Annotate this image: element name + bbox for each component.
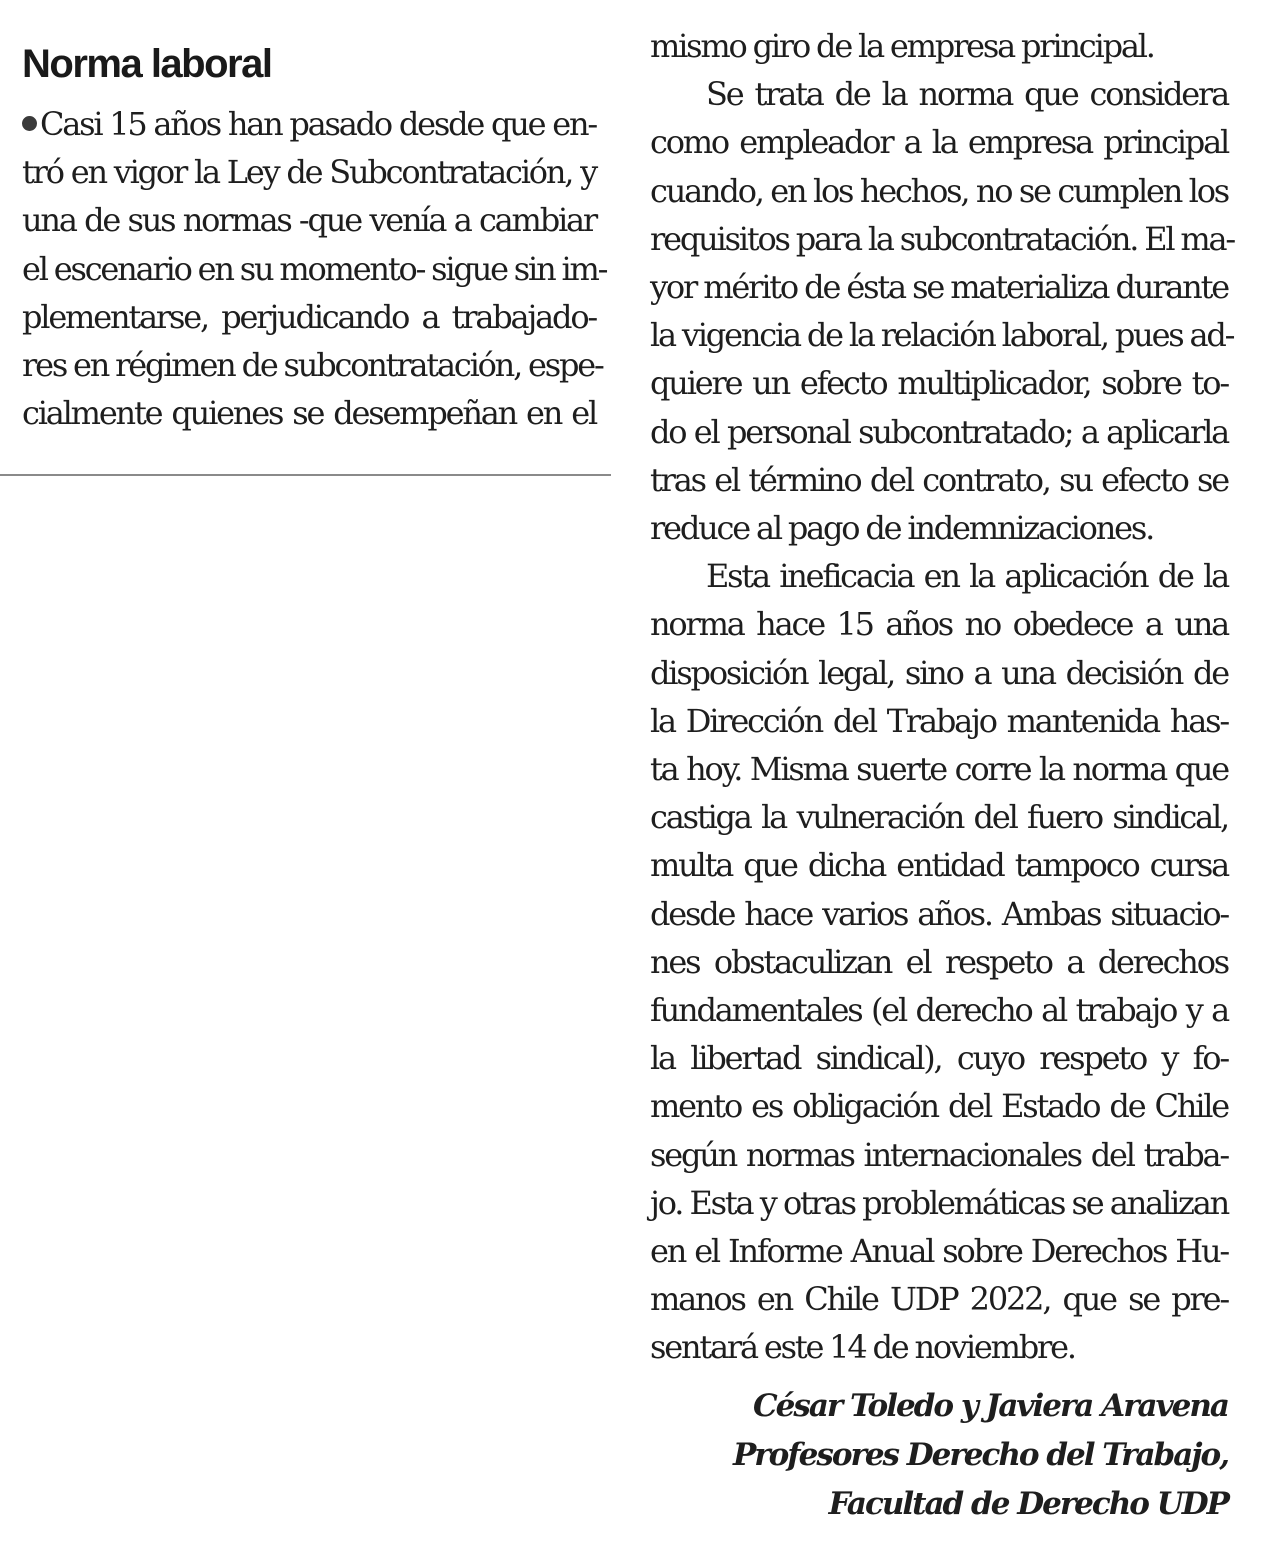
text-line: Casi 15 años han pasado desde que en- — [22, 100, 596, 148]
bullet-icon — [22, 116, 37, 131]
text-line: plementarse, perjudicando a trabajado- — [22, 297, 596, 336]
author-names: César Toledo y Javiera Aravena — [752, 1387, 1228, 1424]
text-line: una de sus normas -que venía a cambiar — [22, 201, 596, 240]
text-line: manos en Chile UDP 2022, que se pre- — [650, 1280, 1228, 1319]
headline: Norma laboral — [22, 42, 272, 86]
author-signature — [650, 1382, 1228, 1529]
text-line: según normas internacionales del traba- — [650, 1135, 1228, 1174]
text-line: do el personal subcontratado; a aplicarla — [650, 412, 1228, 451]
text-line: cialmente quienes se desempeñan en el — [22, 394, 596, 433]
text-line: como empleador a la empresa principal — [650, 123, 1228, 162]
text-line: tró en vigor la Ley de Subcontratación, y — [22, 153, 596, 192]
text-line: la vigencia de la relación laboral, pues ad- — [650, 316, 1234, 355]
author-role: Profesores Derecho del Trabajo, — [732, 1436, 1228, 1473]
text-line: mento es obligación del Estado de Chile — [650, 1087, 1228, 1126]
text-line: disposición legal, sino a una decisión de — [650, 653, 1228, 692]
paragraph-start-line: Esta ineficacia en la aplicación de la — [706, 557, 1228, 596]
text-line: reduce al pago de indemnizaciones. — [650, 509, 1154, 548]
text-line: nes obstaculizan el respeto a derechos — [650, 942, 1228, 981]
text-line: la Dirección del Trabajo mantenida has- — [650, 701, 1228, 740]
text-line: multa que dicha entidad tampoco cursa — [650, 846, 1228, 885]
author-affiliation: Facultad de Derecho UDP — [828, 1485, 1228, 1522]
text-line: sentará este 14 de noviembre. — [650, 1328, 1075, 1367]
left-column — [22, 36, 607, 437]
text-line: mismo giro de la empresa principal. — [650, 27, 1154, 65]
text-line: ta hoy. Misma suerte corre la norma que — [650, 750, 1228, 789]
right-column — [650, 22, 1234, 1529]
text-line: fundamentales (el derecho al trabajo y a — [650, 991, 1228, 1030]
text-line: res en régimen de subcontratación, espe- — [22, 346, 603, 385]
text-line: norma hace 15 años no obedece a una — [650, 605, 1228, 644]
text-line: en el Informe Anual sobre Derechos Hu- — [650, 1232, 1228, 1271]
text-line: requisitos para la subcontratación. El ma- — [650, 219, 1234, 258]
text-line: yor mérito de ésta se materializa durante — [650, 268, 1228, 307]
text-line: castiga la vulneración del fuero sindical, — [650, 798, 1228, 837]
paragraph-start-line: Se trata de la norma que considera — [706, 75, 1228, 114]
text-line: desde hace varios años. Ambas situacio- — [650, 894, 1228, 933]
text-line: quiere un efecto multiplicador, sobre to- — [650, 364, 1228, 403]
text-line: cuando, en los hechos, no se cumplen los — [650, 171, 1228, 210]
left-body-text — [22, 100, 607, 437]
text-line: tras el término del contrato, su efecto se — [650, 460, 1228, 499]
text-line: la libertad sindical), cuyo respeto y fo- — [650, 1039, 1228, 1078]
text-line: el escenario en su momento- sigue sin im- — [22, 249, 607, 288]
text-line: jo. Esta y otras problemáticas se analizan — [650, 1183, 1228, 1222]
section-divider — [0, 474, 611, 476]
